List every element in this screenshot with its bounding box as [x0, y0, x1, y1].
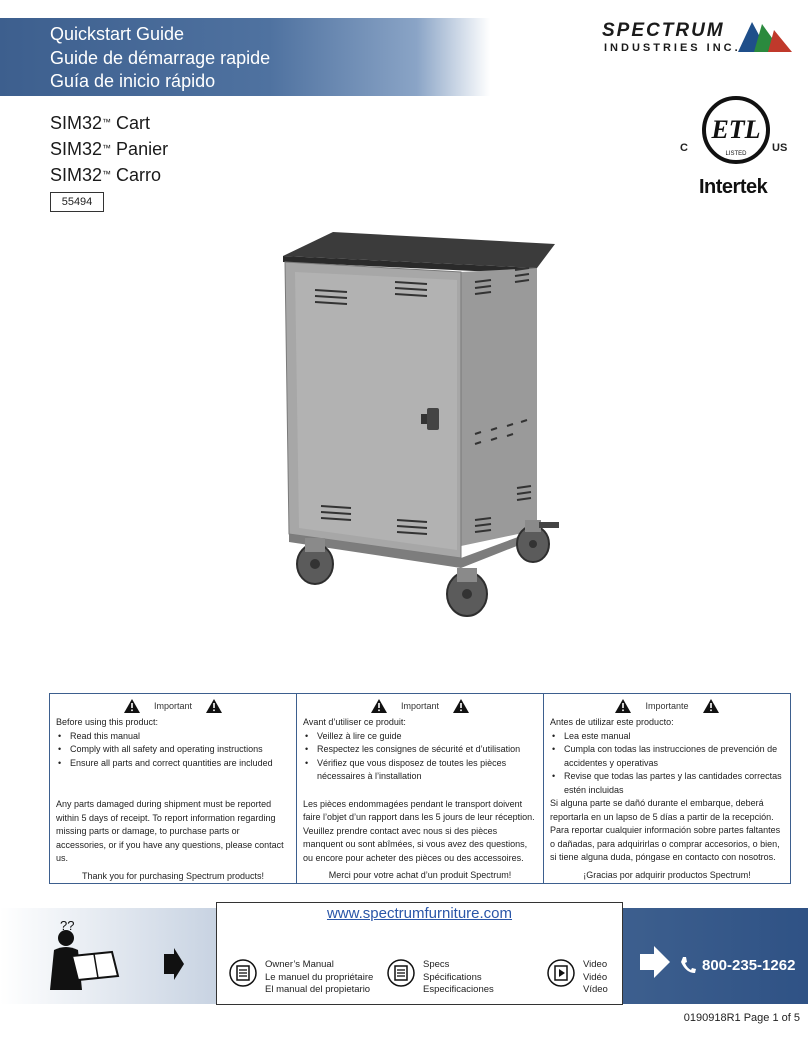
- video-icon: [547, 959, 575, 987]
- notice-heading: Important: [153, 701, 193, 711]
- logo-mountain-icon: [738, 18, 794, 54]
- important-notice-table: [49, 693, 791, 884]
- phone-contact[interactable]: [680, 956, 795, 974]
- logo-sub: INDUSTRIES INC.: [604, 42, 741, 54]
- website-link[interactable]: www.spectrumfurniture.com: [326, 905, 513, 922]
- product-title-es: SIM32™ Carro: [50, 165, 162, 185]
- intertek-logo: Intertek: [699, 176, 768, 198]
- notice-thanks: Thank you for purchasing Spectrum products!: [81, 870, 265, 881]
- notice-bullet: • Respectez les consignes de sécurité et d’utilisation: [303, 743, 537, 757]
- notice-bullet: • Lea este manual: [550, 730, 784, 744]
- notice-column-fr: [297, 694, 544, 883]
- question-marks: ??: [60, 918, 75, 933]
- document-footer: 0190918R1 Page 1 of 5: [683, 1012, 800, 1024]
- manual-label-en: Owner’s Manual: [265, 959, 334, 970]
- title-es: Guía de inicio rápido: [50, 71, 216, 91]
- owners-manual-link[interactable]: [229, 959, 373, 997]
- warning-icon: [615, 699, 631, 713]
- document-icon: [387, 959, 415, 987]
- title-en: Quickstart Guide: [50, 24, 185, 44]
- notice-head: [303, 696, 537, 716]
- manual-label-es: El manual del propietario: [265, 984, 371, 995]
- specs-label-fr: Spécifications: [423, 971, 482, 983]
- specs-label-en: Specs: [423, 959, 450, 970]
- notice-thanks: Merci pour votre achat d’un produit Spectrum!: [328, 870, 512, 880]
- specs-label-es: Especificaciones: [423, 984, 494, 995]
- phone-number[interactable]: 800-235-1262: [702, 956, 796, 974]
- etl-certification: [676, 92, 796, 202]
- notice-head: [56, 696, 290, 716]
- notice-intro: Antes de utilizar este producto:: [550, 717, 674, 727]
- notice-heading: Important: [400, 701, 440, 711]
- title-fr: Guide de démarrage rapide: [50, 48, 271, 68]
- notice-bullet: • Vérifiez que vous disposez de toutes les pièces nécessaires à l’installation: [303, 757, 537, 784]
- product-title-en: SIM32™ Cart: [50, 113, 151, 133]
- notice-intro: Avant d’utiliser ce produit:: [303, 717, 406, 727]
- product-titles: [50, 110, 168, 188]
- notice-paragraph: Si alguna parte se dañó durante el embarque, deberá reportarla en un lapso de 5 días a partir de la recepción. Para reportar cualquier información sobre partes faltantes o dañadas, para adquirirlas o comprar accesorios, o bien, si tiene alguna duda, póngase en contacto con nosotros.: [550, 798, 781, 862]
- notice-paragraph: Les pièces endommagées pendant le transport doivent faire l’objet d’un rapport dans les 5 jours de leur réception. Veuillez prendre contact avec nous si des pièces manquent ou sont abîmées, si vous avez des questions, ou encore pour acheter des pièces ou des accessoires.: [303, 798, 535, 863]
- notice-thanks: ¡Gracias por adquirir productos Spectrum!: [583, 869, 751, 880]
- manual-label-fr: Le manuel du propriétaire: [265, 971, 374, 983]
- warning-icon: [453, 699, 469, 713]
- spectrum-logo: [598, 16, 798, 62]
- specs-link[interactable]: [387, 959, 494, 997]
- notice-bullet: • Ensure all parts and correct quantities are included: [56, 757, 290, 771]
- cart-illustration: [275, 228, 565, 623]
- document-icon: [229, 959, 257, 987]
- help-band-left: [0, 904, 216, 1004]
- logo-brand: SPECTRUM: [602, 20, 725, 41]
- notice-intro: Before using this product:: [56, 717, 159, 727]
- part-number-box: 55494: [50, 192, 104, 212]
- notice-column-en: [50, 694, 297, 883]
- phone-icon: [680, 956, 696, 974]
- warning-icon: [371, 699, 387, 713]
- notice-bullet: • Veillez à lire ce guide: [303, 730, 537, 744]
- notice-column-es: [544, 694, 790, 883]
- notice-heading: Importante: [645, 701, 689, 711]
- etl-c: C: [680, 142, 688, 154]
- notice-bullet: • Revise que todas las partes y las cantidades correctas estén incluidas: [550, 770, 784, 797]
- notice-bullet: • Comply with all safety and operating instructions: [56, 743, 290, 757]
- warning-icon: [703, 699, 719, 713]
- resource-links-box: [216, 902, 623, 1005]
- product-title-fr: SIM32™ Panier: [50, 139, 169, 159]
- video-label-fr: Vidéo: [583, 971, 608, 983]
- notice-paragraph: Any parts damaged during shipment must be reported within 5 days of receipt. To report information regarding missing parts or damage, to purchase parts or accessories, or if you have any questions, please contact us.: [56, 799, 284, 863]
- notice-bullet: • Cumpla con todas las instrucciones de prevención de accidentes y operativas: [550, 743, 784, 770]
- warning-icon: [206, 699, 222, 713]
- etl-listed: LISTED: [725, 151, 747, 157]
- header-band: [0, 18, 490, 96]
- notice-head: [550, 696, 784, 716]
- etl-text: ETL: [711, 115, 761, 144]
- video-link[interactable]: [547, 959, 608, 997]
- video-label-es: Vídeo: [583, 984, 608, 995]
- video-label-en: Video: [583, 959, 608, 970]
- warning-icon: [124, 699, 140, 713]
- etl-mark-icon: [676, 92, 796, 176]
- etl-us: US: [772, 142, 788, 154]
- notice-bullet: • Read this manual: [56, 730, 290, 744]
- help-band-graphic: [0, 904, 216, 1004]
- arrow-right-icon: [638, 942, 678, 982]
